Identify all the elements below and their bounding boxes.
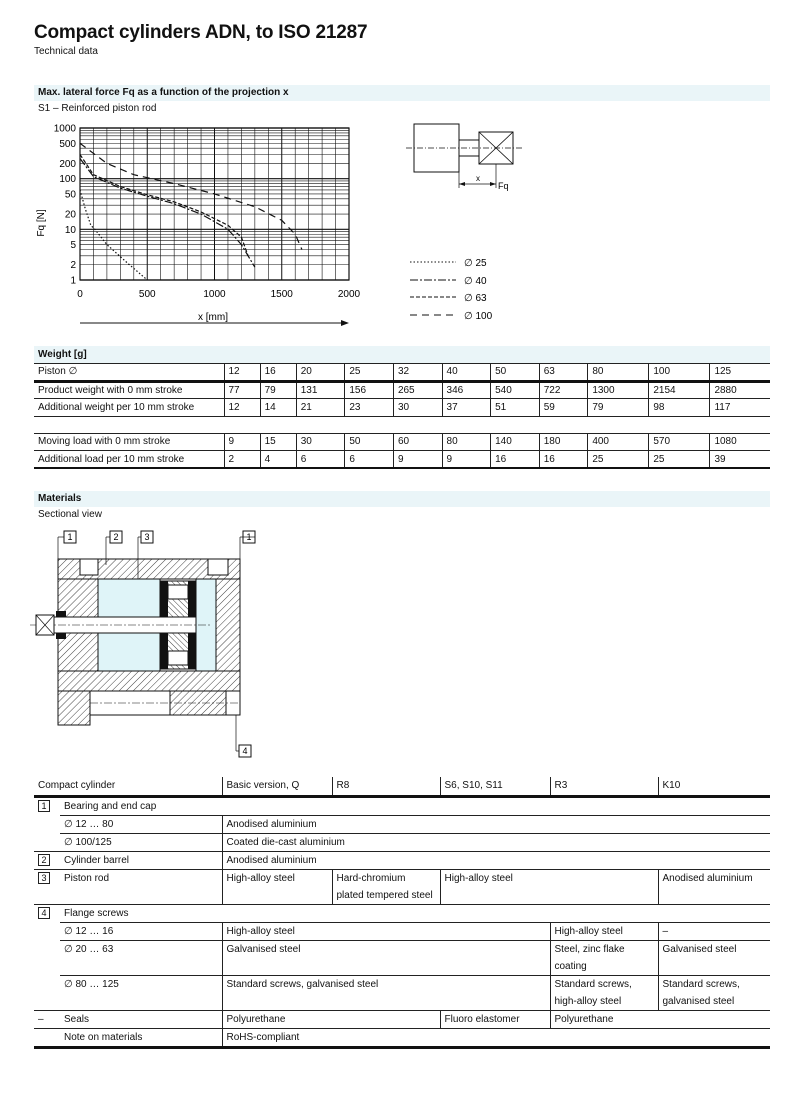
cell: Anodised aluminium: [222, 815, 770, 833]
sectional-view-drawing: [30, 525, 270, 765]
lateral-force-chart: [0, 115, 400, 330]
y-tick-label: 5: [70, 240, 76, 252]
cell: 1300: [588, 381, 649, 399]
sketch-fq-label: Fq: [498, 181, 509, 191]
cell: 9: [393, 451, 442, 469]
cell: 9: [442, 451, 491, 469]
weight-row-moving: [34, 433, 770, 451]
y-tick-label: 1000: [53, 123, 76, 135]
row-number: 3: [38, 872, 50, 884]
cell: 570: [649, 433, 710, 451]
cell: 25: [649, 451, 710, 469]
mat-row-bearing-b: [34, 833, 770, 851]
cell: 14: [260, 399, 296, 417]
row-label: ∅ 12 … 16: [60, 922, 222, 940]
cell: 79: [588, 399, 649, 417]
y-tick-label: 2: [70, 260, 76, 272]
cell: 50: [345, 433, 394, 451]
piston-size: 25: [345, 364, 394, 382]
barrel-bottom: [58, 671, 240, 691]
cell: 23: [345, 399, 394, 417]
y-axis-label: Fq [N]: [36, 209, 47, 237]
cell: 77: [224, 381, 260, 399]
x-tick-label: 0: [77, 289, 83, 300]
cell-line: Standard screws,: [554, 978, 632, 990]
cell-line: Hard-chromium: [336, 872, 406, 884]
row-label: Bearing and end cap: [64, 800, 157, 812]
mat-row-flange: [34, 904, 770, 922]
row-label: Note on materials: [60, 1028, 222, 1047]
cell: 25: [588, 451, 649, 469]
cell: 180: [539, 433, 588, 451]
row-label: Seals: [60, 1010, 222, 1028]
mat-row-piston-rod: [34, 869, 770, 904]
cell: 51: [491, 399, 540, 417]
y-tick-labels: [54, 124, 77, 287]
x-tick-labels: [77, 289, 360, 300]
row-number: 4: [38, 907, 50, 919]
piston-size: 20: [296, 364, 345, 382]
chart-curves: [80, 143, 302, 280]
series-line-4: [80, 143, 302, 249]
row-number: 2: [38, 854, 50, 866]
weight-heading: Weight [g]: [34, 346, 770, 364]
y-tick-label: 1: [70, 275, 76, 287]
row-label: Additional weight per 10 mm stroke: [34, 399, 224, 417]
cell: Galvanised steel: [658, 940, 770, 975]
cell: 400: [588, 433, 649, 451]
weight-row-additional: [34, 399, 770, 417]
piston-size: 40: [442, 364, 491, 382]
cell: 6: [345, 451, 394, 469]
y-tick-label: 50: [64, 189, 76, 201]
row-label: ∅ 80 … 125: [60, 975, 222, 1010]
cell-line: Steel, zinc flake: [554, 943, 625, 955]
mat-row-note: [34, 1028, 770, 1047]
x-axis-arrowhead: [341, 320, 349, 326]
legend-label-100: ∅ 100: [464, 311, 493, 322]
cell: Anodised aluminium: [658, 869, 770, 904]
row-label: ∅ 100/125: [60, 833, 222, 851]
cell: 30: [296, 433, 345, 451]
rear-cap: [216, 579, 240, 671]
row-label: Additional load per 10 mm stroke: [34, 451, 224, 469]
weight-row-additional-load: [34, 451, 770, 469]
cell: 722: [539, 381, 588, 399]
mat-row-flange-a: [34, 922, 770, 940]
lateral-force-sketch: [400, 118, 530, 198]
piston-size: 80: [588, 364, 649, 382]
cell-line: plated tempered steel: [336, 889, 433, 901]
cell: [550, 940, 658, 975]
col-header: Compact cylinder: [34, 777, 222, 796]
cell: Standard screws, galvanised steel: [222, 975, 550, 1010]
spacer-row: [34, 416, 770, 433]
mat-row-flange-b: [34, 940, 770, 975]
cell: [550, 975, 658, 1010]
series-line-1: [80, 190, 147, 280]
cell: High-alloy steel: [550, 922, 658, 940]
page-subtitle: Technical data: [34, 46, 98, 57]
piston-size: 12: [224, 364, 260, 382]
mat-row-seals: [34, 1010, 770, 1028]
x-tick-label: 2000: [337, 289, 361, 300]
sketch-x-label: x: [476, 174, 480, 183]
weight-row-product: [34, 381, 770, 399]
x-tick-label: 1500: [270, 289, 293, 300]
mat-row-bearing: [34, 796, 770, 815]
cell: 15: [260, 433, 296, 451]
piston-size: 16: [260, 364, 296, 382]
weight-table: [34, 346, 770, 469]
y-tick-label: 20: [64, 209, 76, 221]
row-label: Flange screws: [60, 904, 222, 922]
cell: 30: [393, 399, 442, 417]
piston-size: 100: [649, 364, 710, 382]
y-tick-label: 200: [59, 158, 76, 170]
cell: Polyurethane: [550, 1010, 770, 1028]
col-header: R3: [550, 777, 658, 796]
row-label: ∅ 20 … 63: [60, 940, 222, 975]
row-label: Piston rod: [60, 869, 222, 904]
cell: 4: [260, 451, 296, 469]
col-header: S6, S10, S11: [440, 777, 550, 796]
chart-legend: [400, 253, 520, 325]
y-tick-label: 100: [59, 174, 76, 186]
col-header: Basic version, Q: [222, 777, 332, 796]
row-label: Moving load with 0 mm stroke: [34, 433, 224, 451]
cell: 98: [649, 399, 710, 417]
cell-line: galvanised steel: [662, 995, 735, 1007]
cell: 265: [393, 381, 442, 399]
row-number: –: [34, 1010, 60, 1028]
cell-line: Standard screws,: [662, 978, 740, 990]
piston-size: 50: [491, 364, 540, 382]
cell: High-alloy steel: [440, 869, 658, 904]
series-line-2: [80, 159, 255, 268]
cell: 60: [393, 433, 442, 451]
cell: 16: [491, 451, 540, 469]
cell: 37: [442, 399, 491, 417]
cell: RoHS-compliant: [222, 1028, 770, 1047]
callout-1: 1: [67, 532, 73, 542]
legend-label-63: ∅ 63: [464, 293, 487, 304]
row-label: ∅ 12 … 80: [60, 815, 222, 833]
row-label: Cylinder barrel: [60, 851, 222, 869]
callout-4: 4: [242, 746, 248, 756]
row-number: 1: [38, 800, 50, 812]
cell: High-alloy steel: [222, 922, 550, 940]
y-tick-label: 10: [64, 224, 76, 236]
callout-1b: 1: [246, 532, 252, 542]
row-label: Product weight with 0 mm stroke: [34, 381, 224, 399]
cell: 2: [224, 451, 260, 469]
callout-3: 3: [144, 532, 150, 542]
cell: Coated die-cast aluminium: [222, 833, 770, 851]
col-header: K10: [658, 777, 770, 796]
cell: 9: [224, 433, 260, 451]
cell: 346: [442, 381, 491, 399]
piston-size: 63: [539, 364, 588, 382]
cell: 2880: [710, 381, 770, 399]
cell: Anodised aluminium: [222, 851, 770, 869]
cell: 117: [710, 399, 770, 417]
cell: 131: [296, 381, 345, 399]
cell: Galvanised steel: [222, 940, 550, 975]
callout-2: 2: [113, 532, 119, 542]
y-tick-label: 500: [59, 138, 76, 150]
piston-size: 125: [710, 364, 770, 382]
materials-table: [34, 777, 770, 1049]
mat-row-barrel: [34, 851, 770, 869]
col-header: R8: [332, 777, 440, 796]
cell: 79: [260, 381, 296, 399]
lateral-force-note: S1 – Reinforced piston rod: [38, 103, 157, 114]
cell: 6: [296, 451, 345, 469]
piston-label: Piston ∅: [34, 364, 224, 382]
cell: 21: [296, 399, 345, 417]
cell: 80: [442, 433, 491, 451]
cell: 39: [710, 451, 770, 469]
sectional-view-note: Sectional view: [38, 509, 102, 520]
cell: 156: [345, 381, 394, 399]
cell: [332, 869, 440, 904]
materials-heading: Materials: [34, 491, 770, 507]
cell: Fluoro elastomer: [440, 1010, 550, 1028]
x-tick-label: 500: [138, 289, 156, 300]
cell: [658, 975, 770, 1010]
lateral-force-heading: Max. lateral force Fq as a function of the projection x: [34, 85, 770, 101]
mat-row-bearing-a: [34, 815, 770, 833]
cell: Polyurethane: [222, 1010, 440, 1028]
piston-size: 32: [393, 364, 442, 382]
cell-line: coating: [554, 960, 587, 972]
mat-row-flange-c: [34, 975, 770, 1010]
cell: 12: [224, 399, 260, 417]
cell: –: [658, 922, 770, 940]
cell: 16: [539, 451, 588, 469]
legend-label-25: ∅ 25: [464, 258, 487, 269]
cell: 2154: [649, 381, 710, 399]
cell-line: high-alloy steel: [554, 995, 622, 1007]
page-title: Compact cylinders ADN, to ISO 21287: [34, 22, 368, 43]
legend-label-40: ∅ 40: [464, 276, 487, 287]
cell: 1080: [710, 433, 770, 451]
cell: 59: [539, 399, 588, 417]
x-axis-label: x [mm]: [198, 312, 228, 323]
cell: 140: [491, 433, 540, 451]
x-tick-label: 1000: [203, 289, 226, 300]
cell: 540: [491, 381, 540, 399]
cell: High-alloy steel: [222, 869, 332, 904]
